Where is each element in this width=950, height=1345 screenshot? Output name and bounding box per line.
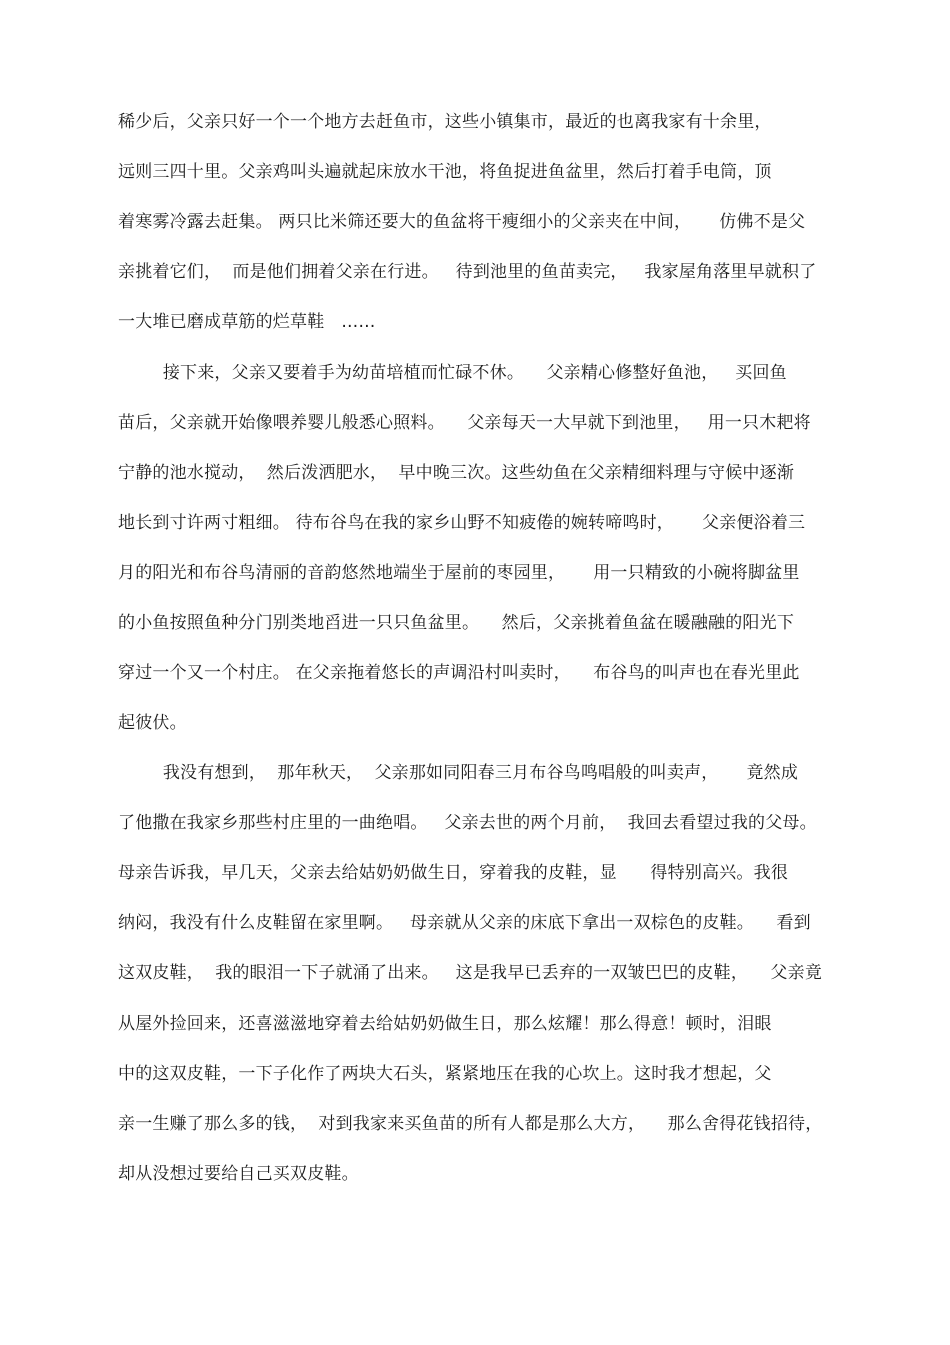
text-line: 穿过一个又一个村庄。 在父亲拖着悠长的声调沿村叫卖时， 布谷鸟的叫声也在春光里此 [118,663,800,683]
text-line: 的小鱼按照鱼种分门别类地舀进一只只鱼盆里。 然后，父亲挑着鱼盆在暖融融的阳光下 [118,613,795,633]
text-line: 一大堆已磨成草筋的烂草鞋 …… [118,312,376,332]
text-line: 远则三四十里。父亲鸡叫头遍就起床放水干池，将鱼捉进鱼盆里，然后打着手电筒，顶 [118,162,772,182]
text-line: 却从没想过要给自己买双皮鞋。 [118,1164,359,1184]
text-line: 从屋外捡回来，还喜滋滋地穿着去给姑奶奶做生日，那么炫耀！那么得意！顿时，泪眼 [118,1014,772,1034]
text-line: 我没有想到， 那年秋天， 父亲那如同阳春三月布谷鸟鸣唱般的叫卖声， 竟然成 [118,763,799,783]
text-line: 苗后，父亲就开始像喂养婴儿般悉心照料。 父亲每天一大早就下到池里， 用一只木耙将 [118,413,811,433]
text-line: 宁静的池水搅动， 然后泼洒肥水， 早中晚三次。这些幼鱼在父亲精细料理与守候中逐渐 [118,463,795,483]
text-line: 纳闷，我没有什么皮鞋留在家里啊。 母亲就从父亲的床底下拿出一双棕色的皮鞋。 看到 [118,913,811,933]
text-line: 着寒雾冷露去赶集。 两只比米筛还要大的鱼盆将干瘦细小的父亲夹在中间， 仿佛不是父 [118,212,806,232]
text-line: 中的这双皮鞋，一下子化作了两块大石头，紧紧地压在我的心坎上。这时我才想起，父 [118,1064,772,1084]
text-line: 亲一生赚了那么多的钱， 对到我家来买鱼苗的所有人都是那么大方， 那么舍得花钱招待， [118,1114,823,1134]
text-line: 接下来，父亲又要着手为幼苗培植而忙碌不休。 父亲精心修整好鱼池， 买回鱼 [118,363,787,383]
text-line: 月的阳光和布谷鸟清丽的音韵悠然地端坐于屋前的枣园里， 用一只精致的小碗将脚盆里 [118,563,800,583]
text-line: 起彼伏。 [118,713,187,733]
text-line: 了他撒在我家乡那些村庄里的一曲绝唱。 父亲去世的两个月前， 我回去看望过我的父母。 [118,813,817,833]
text-line: 这双皮鞋， 我的眼泪一下子就涌了出来。 这是我早已丢弃的一双皱巴巴的皮鞋， 父亲竟 [118,963,823,983]
text-line: 稀少后，父亲只好一个一个地方去赶鱼市，这些小镇集市，最近的也离我家有十余里， [118,112,772,132]
text-line: 亲挑着它们， 而是他们拥着父亲在行进。 待到池里的鱼苗卖完， 我家屋角落里早就积了 [118,262,817,282]
text-line: 母亲告诉我，早几天，父亲去给姑奶奶做生日，穿着我的皮鞋，显 得特别高兴。我很 [118,863,789,883]
text-line: 地长到寸许两寸粗细。 待布谷鸟在我的家乡山野不知疲倦的婉转啼鸣时， 父亲便浴着三 [118,513,806,533]
